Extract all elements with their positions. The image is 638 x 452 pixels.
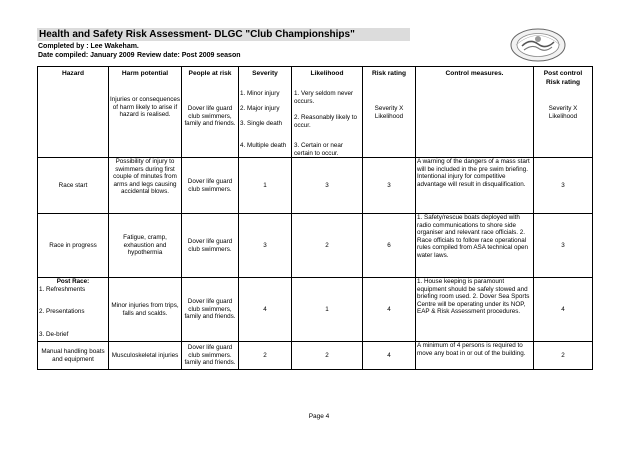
date-compiled: Date compiled: January 2009 [38, 52, 135, 59]
severity-scale-3: 3. Single death [240, 120, 283, 127]
header-harm [109, 67, 182, 158]
header-people-label: People at risk [188, 70, 232, 77]
header-people [182, 67, 239, 158]
row3-hazard-item: 2. Presentations [39, 308, 85, 315]
row3-control: 1. House keeping is paramount equipment should be safely stowed and briefing room used. 2. Dover Sea Sports Centre will be operating under its NOP, EAP & Risk Assessment procedures. [416, 278, 534, 342]
header-hazard [38, 67, 109, 158]
row1-harm: Possibility of injury to swimmers during first couple of minutes from arms and legs causing accidental blows. [109, 158, 182, 214]
risk-table [37, 66, 593, 370]
row3-likelihood: 1 [292, 278, 363, 342]
row2-harm: Fatigue, cramp, exhaustion and hypothermia [109, 214, 182, 278]
row2-control: 1. Safety/rescue boats deployed with radio communications to shore side organiser and relevant race officials. 2. Race officials to follow race operational rules compiled from ASA technical open water laws. [416, 214, 534, 278]
row4-severity: 2 [239, 342, 292, 370]
header-risk-rating-label: Risk rating [371, 70, 407, 77]
club-emblem-icon [508, 26, 568, 64]
row1-post: 3 [534, 158, 593, 214]
completed-by: Completed by : Lee Wakeham. [38, 43, 139, 50]
row2-post: 3 [534, 214, 593, 278]
header-risk-rating [363, 67, 416, 158]
header-control [416, 67, 534, 158]
row3-severity: 4 [239, 278, 292, 342]
document-title: Health and Safety Risk Assessment- DLGC "Club Championships" [37, 28, 410, 41]
likelihood-scale-3: 3. Certain or near certain to occur. [294, 142, 344, 157]
row1-hazard: Race start [38, 158, 109, 214]
header-post-control-sub: Risk rating [545, 79, 581, 86]
severity-scale-4: 4. Multiple death [240, 142, 287, 149]
severity-scale-2: 2. Major injury [240, 105, 280, 112]
row3-hazard-item: 1. Refreshments [39, 286, 86, 293]
header-likelihood [292, 67, 363, 158]
likelihood-scale-1: 1. Very seldom never occurs. [294, 90, 354, 105]
row3-hazard [38, 278, 109, 342]
row4-risk: 4 [363, 342, 416, 370]
header-post-control-label: Post control [543, 70, 583, 77]
row3-people: Dover life guard club swimmers, family and friends. [182, 278, 239, 342]
row4-control: A minimum of 4 persons is required to move any boat in or out of the building. [416, 342, 534, 370]
severity-scale-1: 1. Minor injury [240, 90, 280, 97]
row2-hazard: Race in progress [38, 214, 109, 278]
row3-harm: Minor injuries from trips, falls and scalds. [109, 278, 182, 342]
row4-likelihood: 2 [292, 342, 363, 370]
row1-likelihood: 3 [292, 158, 363, 214]
row3-risk: 4 [363, 278, 416, 342]
header-severity-label: Severity [252, 70, 278, 77]
row2-likelihood: 2 [292, 214, 363, 278]
header-post-formula: Severity X Likelihood [548, 105, 578, 120]
row2-risk: 6 [363, 214, 416, 278]
row4-hazard: Manual handling boats and equipment [38, 342, 109, 370]
row1-risk: 3 [363, 158, 416, 214]
row4-post: 2 [534, 342, 593, 370]
row3-post: 4 [534, 278, 593, 342]
header-severity [239, 67, 292, 158]
row1-people: Dover life guard club swimmers. [182, 158, 239, 214]
header-hazard-label: Hazard [62, 70, 84, 77]
header-harm-desc: Injuries or consequences of harm likely to arise if hazard is realised. [109, 96, 180, 119]
header-harm-label: Harm potential [121, 70, 169, 77]
row4-harm: Musculoskeletal injuries [109, 342, 182, 370]
row4-people: Dover life guard club swimmers. family and friends. [182, 342, 239, 370]
header-control-label: Control measures. [445, 70, 504, 77]
row2-people: Dover life guard club swimmers. [182, 214, 239, 278]
dates-line [38, 52, 241, 59]
row1-severity: 1 [239, 158, 292, 214]
review-date: Review date: Post 2009 season [137, 52, 241, 59]
row1-control: A warning of the dangers of a mass start will be included in the pre swim briefing. Intentional injury for competitive advantage will result in disqualification. [416, 158, 534, 214]
header-people-desc: Dover life guard club swimmers, family and friends. [184, 105, 236, 128]
row3-hazard-title: Post Race: [56, 278, 90, 285]
row2-severity: 3 [239, 214, 292, 278]
likelihood-scale-2: 2. Reasonably likely to occur. [294, 114, 358, 129]
row3-hazard-item: 3. De-brief [39, 331, 69, 338]
page-number: Page 4 [308, 413, 330, 420]
header-risk-formula: Severity X Likelihood [374, 105, 404, 120]
header-likelihood-label: Likelihood [310, 70, 344, 77]
header-post-control [534, 67, 593, 158]
